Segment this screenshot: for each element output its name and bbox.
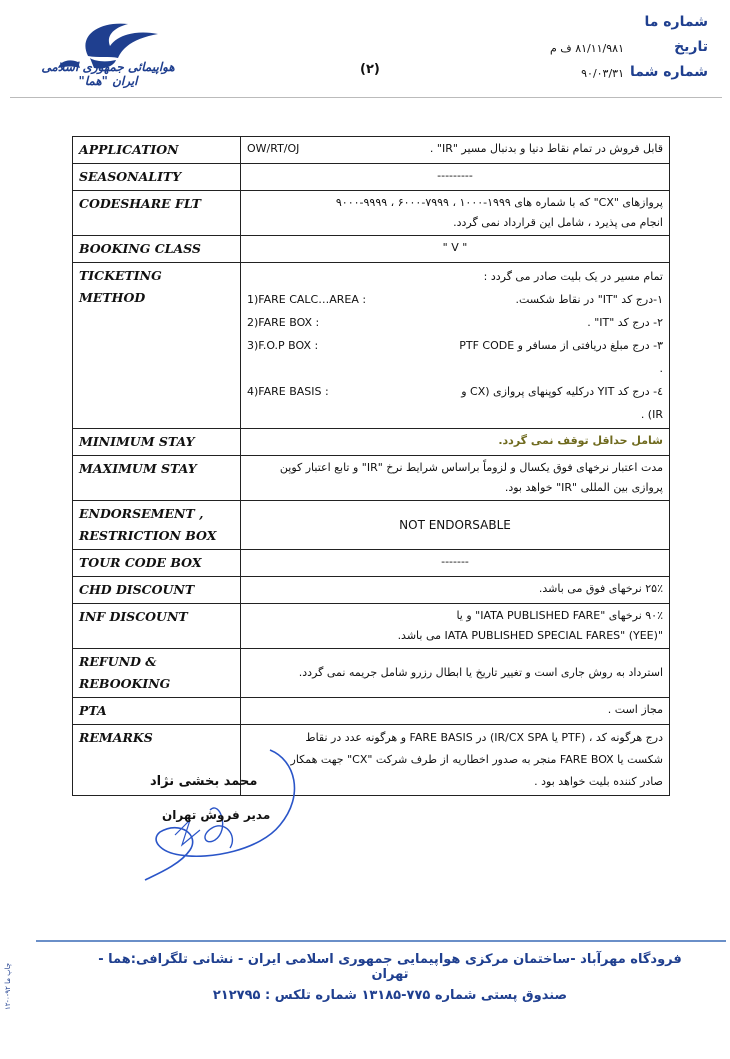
remarks-line-3: صادر کننده بلیت خواهد بود .	[534, 775, 663, 788]
ticketing-item-fa: ۱-درج کد "IT" در نقاط شکست.	[515, 293, 663, 306]
application-code: OW/RT/OJ	[247, 142, 300, 155]
minimum-stay-label: MINIMUM STAY	[73, 429, 241, 456]
table-row	[73, 164, 670, 191]
ticketing-label-line-1: TICKETING	[79, 268, 162, 283]
ticketing-item-en: 2)FARE BOX :	[247, 316, 320, 329]
our-number-value: ۸۱/۱۱/۹۸۱ ف م	[550, 42, 624, 55]
inf-discount-label: INF DISCOUNT	[73, 604, 241, 649]
signer-name: محمد بخشی نژاد	[150, 774, 258, 789]
remarks-line-1: درج هرگونه کد ، (PTF یا IR/CX SPA) در FARE BASIS و هرگونه عدد در نقاط	[305, 731, 663, 744]
table-row	[73, 604, 670, 649]
ticketing-item-fa: ۲- درج کد "IT" .	[587, 316, 663, 329]
ticketing-item-en: 4)FARE BASIS :	[247, 385, 329, 398]
chd-discount-label: CHD DISCOUNT	[73, 577, 241, 604]
table-row	[73, 429, 670, 456]
table-row	[73, 649, 670, 698]
ticketing-items	[247, 288, 663, 426]
inf-discount-line-2: "IATA PUBLISHED SPECIAL FARES" (YEE) می باشد.	[397, 629, 663, 642]
header-divider	[10, 97, 722, 98]
codeshare-label: CODESHARE FLT	[73, 191, 241, 236]
remarks-line-2: شکست یا FARE BOX منجر به صدور اخطاریه از طرف شرکت "CX" جهت همکار	[290, 753, 663, 766]
application-text: قابل فروش در تمام نقاط دنیا و بدنبال مسیر "IR" .	[429, 142, 663, 155]
ticketing-intro: تمام مسیر در یک بلیت صادر می گردد :	[483, 270, 663, 283]
refund-label	[73, 649, 241, 698]
codeshare-value	[241, 191, 670, 236]
maximum-stay-value	[241, 456, 670, 501]
codeshare-line-2: انجام می پذیرد ، شامل این قرارداد نمی گردد.	[453, 216, 663, 229]
endorsement-label-line-2: RESTRICTION BOX	[79, 528, 217, 543]
endorsement-label-line-1: ENDORSEMENT ,	[79, 506, 204, 521]
endorsement-label	[73, 501, 241, 550]
table-row	[73, 577, 670, 604]
fare-conditions-table	[72, 136, 670, 796]
maximum-stay-line-2: پروازی بین المللی "IR" خواهد بود.	[504, 481, 663, 494]
refund-value: استرداد به روش جاری است و تغییر تاریخ یا ابطال رزرو شامل جریمه نمی گردد.	[241, 649, 670, 698]
table-row	[73, 456, 670, 501]
footer-divider	[36, 940, 726, 942]
booking-class-label: BOOKING CLASS	[73, 236, 241, 263]
application-label: APPLICATION	[73, 137, 241, 164]
endorsement-value: NOT ENDORSABLE	[241, 501, 670, 550]
ticketing-method-value	[241, 263, 670, 429]
maximum-stay-line-1: مدت اعتبار نرخهای فوق یکسال و لزوماً براساس شرایط نرخ "IR" و تابع اعتبار کوپن	[279, 461, 663, 474]
airline-name: هواپیمائی جمهوری اسلامی ایران "هما"	[41, 60, 175, 88]
booking-class-value: " V "	[241, 236, 670, 263]
refund-label-line-1: REFUND &	[79, 654, 157, 669]
your-number-label: شماره شما	[629, 64, 708, 80]
seasonality-value: ---------	[241, 164, 670, 191]
tour-code-label: TOUR CODE BOX	[73, 550, 241, 577]
tour-code-value: -------	[241, 550, 670, 577]
codeshare-line-1: پروازهای "CX" که با شماره های ۱۹۹۹-۱۰۰۰ ، ۷۹۹۹-۶۰۰۰ ، ۹۹۹۹-۹۰۰۰	[335, 196, 663, 209]
remarks-label: REMARKS	[73, 725, 241, 796]
inf-discount-line-1: ۹۰٪ نرخهای "IATA PUBLISHED FARE" و یا	[456, 609, 663, 622]
ticketing-method-label	[73, 263, 241, 429]
seasonality-label: SEASONALITY	[73, 164, 241, 191]
page-number: (۲)	[360, 62, 380, 77]
chd-discount-value: ۲۵٪ نرخهای فوق می باشد.	[241, 577, 670, 604]
ticketing-label-line-2: METHOD	[79, 290, 146, 305]
maximum-stay-label: MAXIMUM STAY	[73, 456, 241, 501]
ticketing-item-fa: ۳- درج مبلغ دریافتی از مسافر و PTF CODE .	[459, 339, 663, 375]
refund-label-line-2: REBOOKING	[79, 676, 171, 691]
table-row	[73, 191, 670, 236]
table-row	[73, 263, 670, 429]
our-number-label: شماره ما	[644, 14, 708, 30]
signer-title: مدیر فروش تهران	[162, 808, 271, 822]
reference-values	[528, 36, 624, 86]
your-number-value: ۹۰/۰۳/۳۱	[581, 67, 624, 80]
ticketing-item-fa: ٤- درج کد YIT درکلیه کوپنهای پروازی (CX و IR) .	[461, 385, 663, 421]
table-row	[73, 698, 670, 725]
form-code: ۱۲-۰-۹۲ چاپ ما	[4, 962, 12, 1010]
footer-address: فرودگاه مهرآباد -ساختمان مرکزی هواپیمایی جمهوری اسلامی ایران - نشانی تلگرافی:هما - تهران	[98, 952, 682, 982]
table-row	[73, 137, 670, 164]
pta-label: PTA	[73, 698, 241, 725]
pta-value: مجاز است .	[241, 698, 670, 725]
minimum-stay-value: شامل حداقل توقف نمی گردد.	[241, 429, 670, 456]
date-label: تاریخ	[674, 39, 708, 55]
ticketing-item-en: 1)FARE CALC…AREA :	[247, 293, 367, 306]
ticketing-item-en: 3)F.O.P BOX :	[247, 339, 319, 352]
application-value	[241, 137, 670, 164]
table-row	[73, 236, 670, 263]
footer-po-box: صندوق پستی شماره ۷۷۵-۱۳۱۸۵ شماره تلکس : ۲۱۲۷۹۵	[212, 988, 568, 1003]
inf-discount-value	[241, 604, 670, 649]
table-row	[73, 550, 670, 577]
table-row	[73, 501, 670, 550]
